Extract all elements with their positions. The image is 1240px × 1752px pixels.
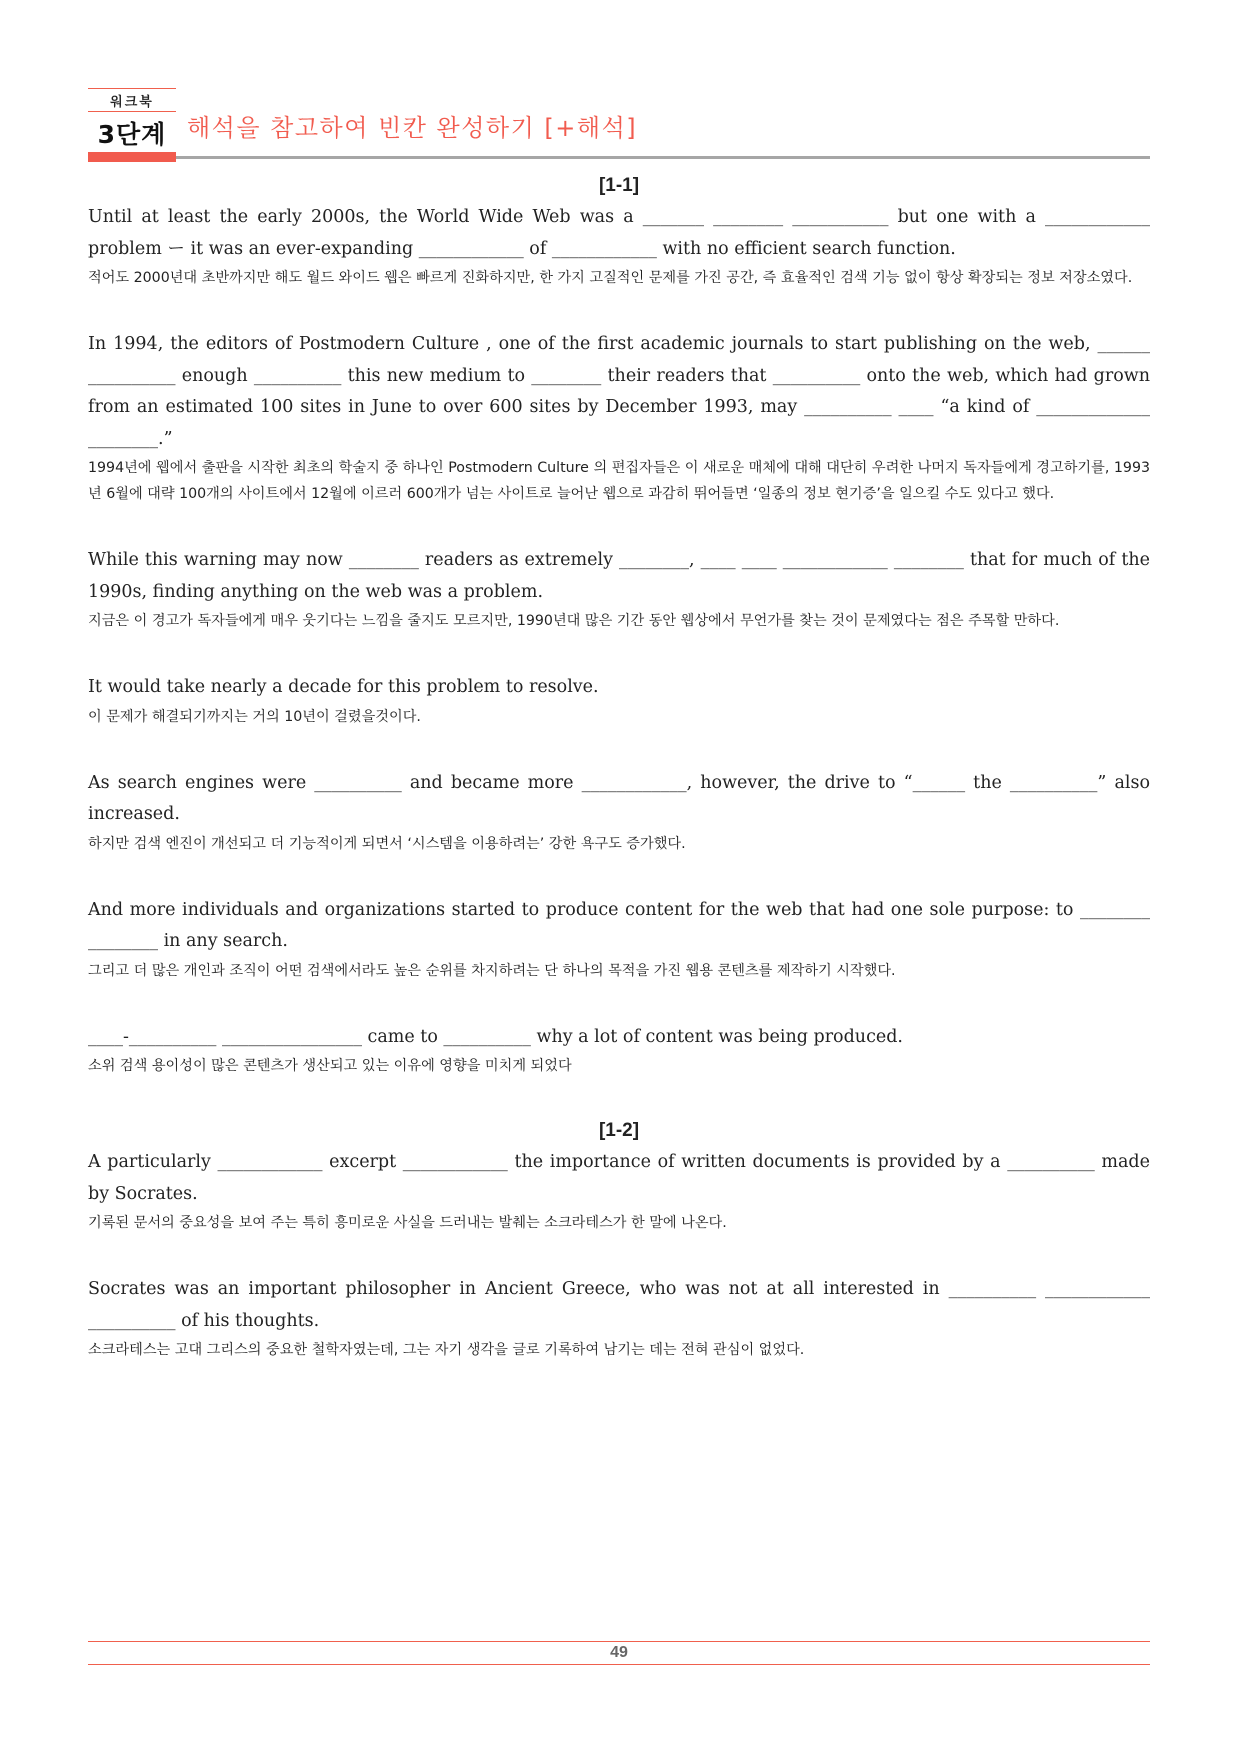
stage-badge <box>88 86 176 164</box>
exercise-item <box>88 895 1150 984</box>
english-sentence: ____-__________ ________________ came to __________ why a lot of content was being produced. <box>88 1026 903 1047</box>
exercise-item <box>88 202 1150 291</box>
english-sentence: It would take nearly a decade for this problem to resolve. <box>88 677 599 697</box>
english-sentence: Socrates was an important philosopher in Ancient Greece, who was not at all interested in __________ ____________ __________ of his thoughts. <box>88 1279 1150 1331</box>
badge-top-rule <box>88 88 176 89</box>
english-sentence: As search engines were __________ and became more ____________, however, the drive to “______ the __________” also increased. <box>88 772 1150 824</box>
exercise-item <box>88 768 1150 857</box>
korean-translation: 그리고 더 많은 개인과 조직이 어떤 검색에서라도 높은 순위를 차지하려는 단 하나의 목적을 가진 웹용 콘텐츠를 제작하기 시작했다. <box>88 962 896 979</box>
exercise-item <box>88 329 1150 507</box>
section-1-1 <box>88 170 1150 1079</box>
korean-translation: 기록된 문서의 중요성을 보여 주는 특히 흥미로운 사실을 드러내는 발췌는 소크라테스가 한 말에 나온다. <box>88 1215 727 1231</box>
korean-translation: 지금은 이 경고가 독자들에게 매우 웃기다는 느낌을 줄지도 모르지만, 1990년대 많은 기간 동안 웹상에서 무언가를 찾는 것이 문제였다는 점은 주목할 만하다. <box>88 613 1060 629</box>
exercise-item <box>88 1022 1150 1080</box>
footer-bottom-rule <box>88 1664 1150 1665</box>
exercise-item <box>88 545 1150 634</box>
korean-translation: 소크라테스는 고대 그리스의 중요한 철학자였는데, 그는 자기 생각을 글로 기록하여 남기는 데는 전혀 관심이 없었다. <box>88 1342 805 1358</box>
page-title: 해석을 참고하여 빈칸 완성하기 [+해석] <box>187 114 638 142</box>
english-sentence: And more individuals and organizations started to produce content for the web that had one sole purpose: to ________ ________ in any search. <box>88 899 1150 951</box>
korean-translation: 1994년에 웹에서 출판을 시작한 최초의 학술지 중 하나인 Postmodern Culture 의 편집자들은 이 새로운 매체에 대해 대단히 우려한 나머지 독자들에게 경고하기를, 1993년 6월에 대략 100개의 사이트에서 12월에 이르러 600개가 넘는 사이트로 늘어난 웹으로 과감히 뛰어들면 ‘일종의 정보 현기증’을 일으킬 수도 있다고 했다. <box>88 460 1150 502</box>
korean-translation: 이 문제가 해결되기까지는 거의 10년이 걸렸을것이다. <box>88 708 421 725</box>
section-title: [1-2] <box>598 1120 640 1141</box>
english-sentence: A particularly ____________ excerpt ____________ the importance of written documents is provided by a __________ made by Socrates. <box>88 1152 1150 1204</box>
badge-mid-rule <box>88 111 176 112</box>
korean-translation: 적어도 2000년대 초반까지만 해도 월드 와이드 웹은 빠르게 진화하지만, 한 가지 고질적인 문제를 가진 공간, 즉 효율적인 검색 기능 없이 항상 확장되는 정보 저장소였다. <box>88 270 1133 286</box>
english-sentence: Until at least the early 2000s, the World Wide Web was a _______ ________ ___________ but one with a ____________ problem ー it was an ever-expanding ____________ of ____________ with no efficient search function. <box>88 207 1150 259</box>
section-1-2 <box>88 1115 1150 1363</box>
exercise-item <box>88 1147 1150 1236</box>
badge-accent-bar <box>88 152 176 162</box>
exercise-content <box>88 170 1150 1363</box>
english-sentence: While this warning may now ________ readers as extremely ________, ____ ____ ____________ ________ that for much of the 1990s, finding anything on the web was a problem. <box>88 550 1150 602</box>
stage-label: 3단계 <box>97 120 167 149</box>
workbook-label: 워크북 <box>110 95 154 110</box>
page-header <box>88 86 1150 166</box>
exercise-item <box>88 672 1150 730</box>
korean-translation: 소위 검색 용이성이 많은 콘텐츠가 생산되고 있는 이유에 영향을 미치게 되었다 <box>88 1058 572 1074</box>
header-rule <box>176 156 1150 159</box>
english-sentence: In 1994, the editors of Postmodern Culture , one of the first academic journals to start publishing on the web, ______ __________ enough __________ this new medium to ________ their readers that __________ onto the web, which had grown from an estimated 100 sites in June to over 600 sites by December 1993, may __________ ____ “a kind of _____________ ________.” <box>88 334 1150 449</box>
section-title: [1-1] <box>598 175 640 196</box>
exercise-item <box>88 1274 1150 1363</box>
korean-translation: 하지만 검색 엔진이 개선되고 더 기능적이게 되면서 ‘시스템을 이용하려는’ 강한 욕구도 증가했다. <box>88 835 686 852</box>
page-number: 49 <box>610 1644 628 1661</box>
